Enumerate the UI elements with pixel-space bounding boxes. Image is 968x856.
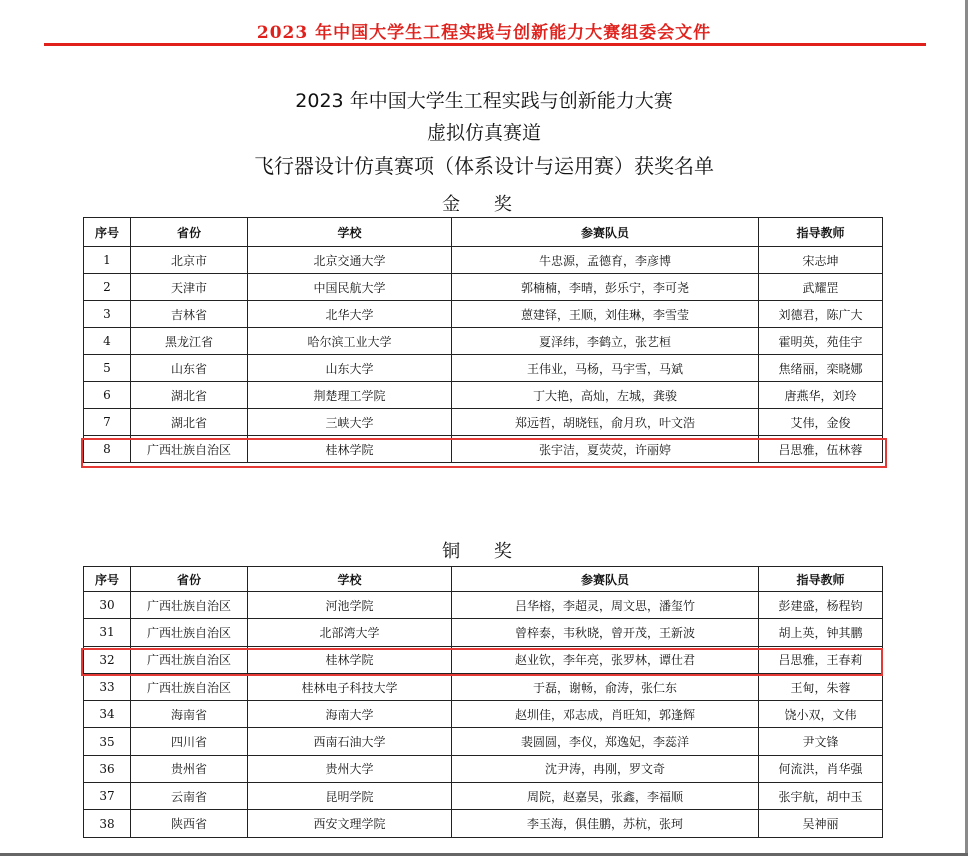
gold-table-body [84, 247, 883, 463]
column-header-no: 序号 [84, 218, 131, 247]
cell-school: 荆楚理工学院 [248, 382, 452, 409]
column-header-teacher: 指导教师 [759, 567, 883, 592]
cell-school: 北华大学 [248, 301, 452, 328]
bronze-award-heading: 铜 奖 [442, 541, 526, 562]
cell-province: 广西壮族自治区 [131, 436, 248, 463]
cell-teacher: 饶小双，文伟 [759, 701, 883, 728]
column-header-province: 省份 [131, 567, 248, 592]
column-header-school: 学校 [248, 567, 452, 592]
cell-teacher: 霍明英，苑佳宇 [759, 328, 883, 355]
cell-members: 张宇洁，夏荧荧，许丽婷 [452, 436, 759, 463]
cell-teacher: 宋志坤 [759, 247, 883, 274]
cell-school: 中国民航大学 [248, 274, 452, 301]
table-row [84, 592, 883, 619]
table-row [84, 301, 883, 328]
table-row [84, 619, 883, 646]
cell-province: 陕西省 [131, 810, 248, 837]
table-row [84, 701, 883, 728]
table-row [84, 409, 883, 436]
cell-members: 蒽建铎，王顺，刘佳琳，李雪莹 [452, 301, 759, 328]
table-row [84, 274, 883, 301]
cell-province: 广西壮族自治区 [131, 646, 248, 673]
cell-province: 北京市 [131, 247, 248, 274]
cell-school: 西安文理学院 [248, 810, 452, 837]
cell-province: 山东省 [131, 355, 248, 382]
cell-teacher: 王甸，朱蓉 [759, 673, 883, 700]
cell-teacher: 艾伟，金俊 [759, 409, 883, 436]
cell-no: 38 [84, 810, 131, 837]
cell-teacher: 武耀罡 [759, 274, 883, 301]
cell-no: 3 [84, 301, 131, 328]
cell-no: 31 [84, 619, 131, 646]
cell-members: 曾梓泰，韦秋晓，曾开茂，王新波 [452, 619, 759, 646]
cell-teacher: 焦绪丽，栾晓娜 [759, 355, 883, 382]
cell-school: 桂林学院 [248, 436, 452, 463]
column-header-members: 参赛队员 [452, 567, 759, 592]
cell-members: 裴圆圆，李仪，郑逸妃，李蕊洋 [452, 728, 759, 755]
cell-province: 云南省 [131, 783, 248, 810]
cell-no: 7 [84, 409, 131, 436]
cell-province: 湖北省 [131, 409, 248, 436]
table-row [84, 355, 883, 382]
bronze-award-table [83, 566, 883, 838]
cell-members: 于磊，谢畅，俞涛，张仁东 [452, 673, 759, 700]
cell-school: 哈尔滨工业大学 [248, 328, 452, 355]
cell-no: 1 [84, 247, 131, 274]
cell-school: 北京交通大学 [248, 247, 452, 274]
table-row [84, 783, 883, 810]
cell-province: 广西壮族自治区 [131, 673, 248, 700]
cell-members: 郑远哲，胡晓钰，俞月玖，叶文浩 [452, 409, 759, 436]
cell-school: 河池学院 [248, 592, 452, 619]
column-header-members: 参赛队员 [452, 218, 759, 247]
header-title: 2023 年中国大学生工程实践与创新能力大赛组委会文件 [256, 23, 712, 43]
table-row [84, 328, 883, 355]
cell-teacher: 唐燕华，刘玲 [759, 382, 883, 409]
table-row [84, 382, 883, 409]
cell-no: 34 [84, 701, 131, 728]
cell-teacher: 刘德君，陈广大 [759, 301, 883, 328]
cell-province: 湖北省 [131, 382, 248, 409]
gold-award-table [83, 217, 883, 463]
cell-teacher: 胡上英，钟其鹏 [759, 619, 883, 646]
bronze-table-body [84, 592, 883, 838]
cell-no: 4 [84, 328, 131, 355]
cell-members: 丁大艳，高灿，左城，龚骏 [452, 382, 759, 409]
header-rule [44, 43, 926, 46]
cell-members: 郭楠楠，李晴，彭乐宁，李可尧 [452, 274, 759, 301]
cell-members: 王伟业，马杨，马宇雪，马斌 [452, 355, 759, 382]
cell-no: 37 [84, 783, 131, 810]
gold-award-heading: 金 奖 [442, 194, 526, 215]
cell-teacher: 吴神丽 [759, 810, 883, 837]
cell-school: 北部湾大学 [248, 619, 452, 646]
cell-province: 海南省 [131, 701, 248, 728]
table-row [84, 646, 883, 673]
cell-members: 沈尹涛，冉刚，罗文奇 [452, 755, 759, 782]
cell-members: 夏泽纬，李鹤立，张艺桓 [452, 328, 759, 355]
cell-no: 35 [84, 728, 131, 755]
column-header-no: 序号 [84, 567, 131, 592]
cell-teacher: 吕思雅，伍林蓉 [759, 436, 883, 463]
cell-no: 33 [84, 673, 131, 700]
column-header-teacher: 指导教师 [759, 218, 883, 247]
table-row [84, 436, 883, 463]
cell-no: 32 [84, 646, 131, 673]
cell-members: 牛忠源，孟德育，李彦博 [452, 247, 759, 274]
cell-school: 昆明学院 [248, 783, 452, 810]
cell-no: 6 [84, 382, 131, 409]
cell-members: 吕华榕，李超灵，周文思，潘玺竹 [452, 592, 759, 619]
cell-teacher: 张宇航，胡中玉 [759, 783, 883, 810]
cell-no: 36 [84, 755, 131, 782]
table-header-row [84, 218, 883, 247]
cell-school: 山东大学 [248, 355, 452, 382]
cell-province: 广西壮族自治区 [131, 592, 248, 619]
cell-no: 8 [84, 436, 131, 463]
column-header-school: 学校 [248, 218, 452, 247]
cell-teacher: 彭建盛，杨程钧 [759, 592, 883, 619]
cell-province: 吉林省 [131, 301, 248, 328]
cell-members: 赵业钦，李年亮，张罗林，谭仕君 [452, 646, 759, 673]
column-header-province: 省份 [131, 218, 248, 247]
table-row [84, 247, 883, 274]
cell-no: 30 [84, 592, 131, 619]
cell-school: 桂林电子科技大学 [248, 673, 452, 700]
cell-province: 黑龙江省 [131, 328, 248, 355]
table-header-row [84, 567, 883, 592]
document-title-line3: 飞行器设计仿真赛项（体系设计与运用赛）获奖名单 [254, 154, 714, 178]
cell-teacher: 尹文锋 [759, 728, 883, 755]
cell-school: 海南大学 [248, 701, 452, 728]
cell-members: 李玉海，俱佳鹏，苏杭，张珂 [452, 810, 759, 837]
table-row [84, 810, 883, 837]
document-title-line1: 2023 年中国大学生工程实践与创新能力大赛 [295, 90, 673, 112]
table-row [84, 755, 883, 782]
table-row [84, 673, 883, 700]
cell-school: 贵州大学 [248, 755, 452, 782]
cell-province: 四川省 [131, 728, 248, 755]
cell-no: 2 [84, 274, 131, 301]
table-row [84, 728, 883, 755]
cell-teacher: 吕思雅，王春莉 [759, 646, 883, 673]
cell-school: 西南石油大学 [248, 728, 452, 755]
cell-province: 贵州省 [131, 755, 248, 782]
cell-school: 桂林学院 [248, 646, 452, 673]
cell-no: 5 [84, 355, 131, 382]
cell-province: 天津市 [131, 274, 248, 301]
cell-school: 三峡大学 [248, 409, 452, 436]
cell-members: 周院，赵嘉昊，张鑫，李福顺 [452, 783, 759, 810]
cell-members: 赵圳佳，邓志成，肖旺知，郭逢辉 [452, 701, 759, 728]
document-title-line2: 虚拟仿真赛道 [426, 122, 541, 144]
cell-teacher: 何流洪，肖华强 [759, 755, 883, 782]
cell-province: 广西壮族自治区 [131, 619, 248, 646]
